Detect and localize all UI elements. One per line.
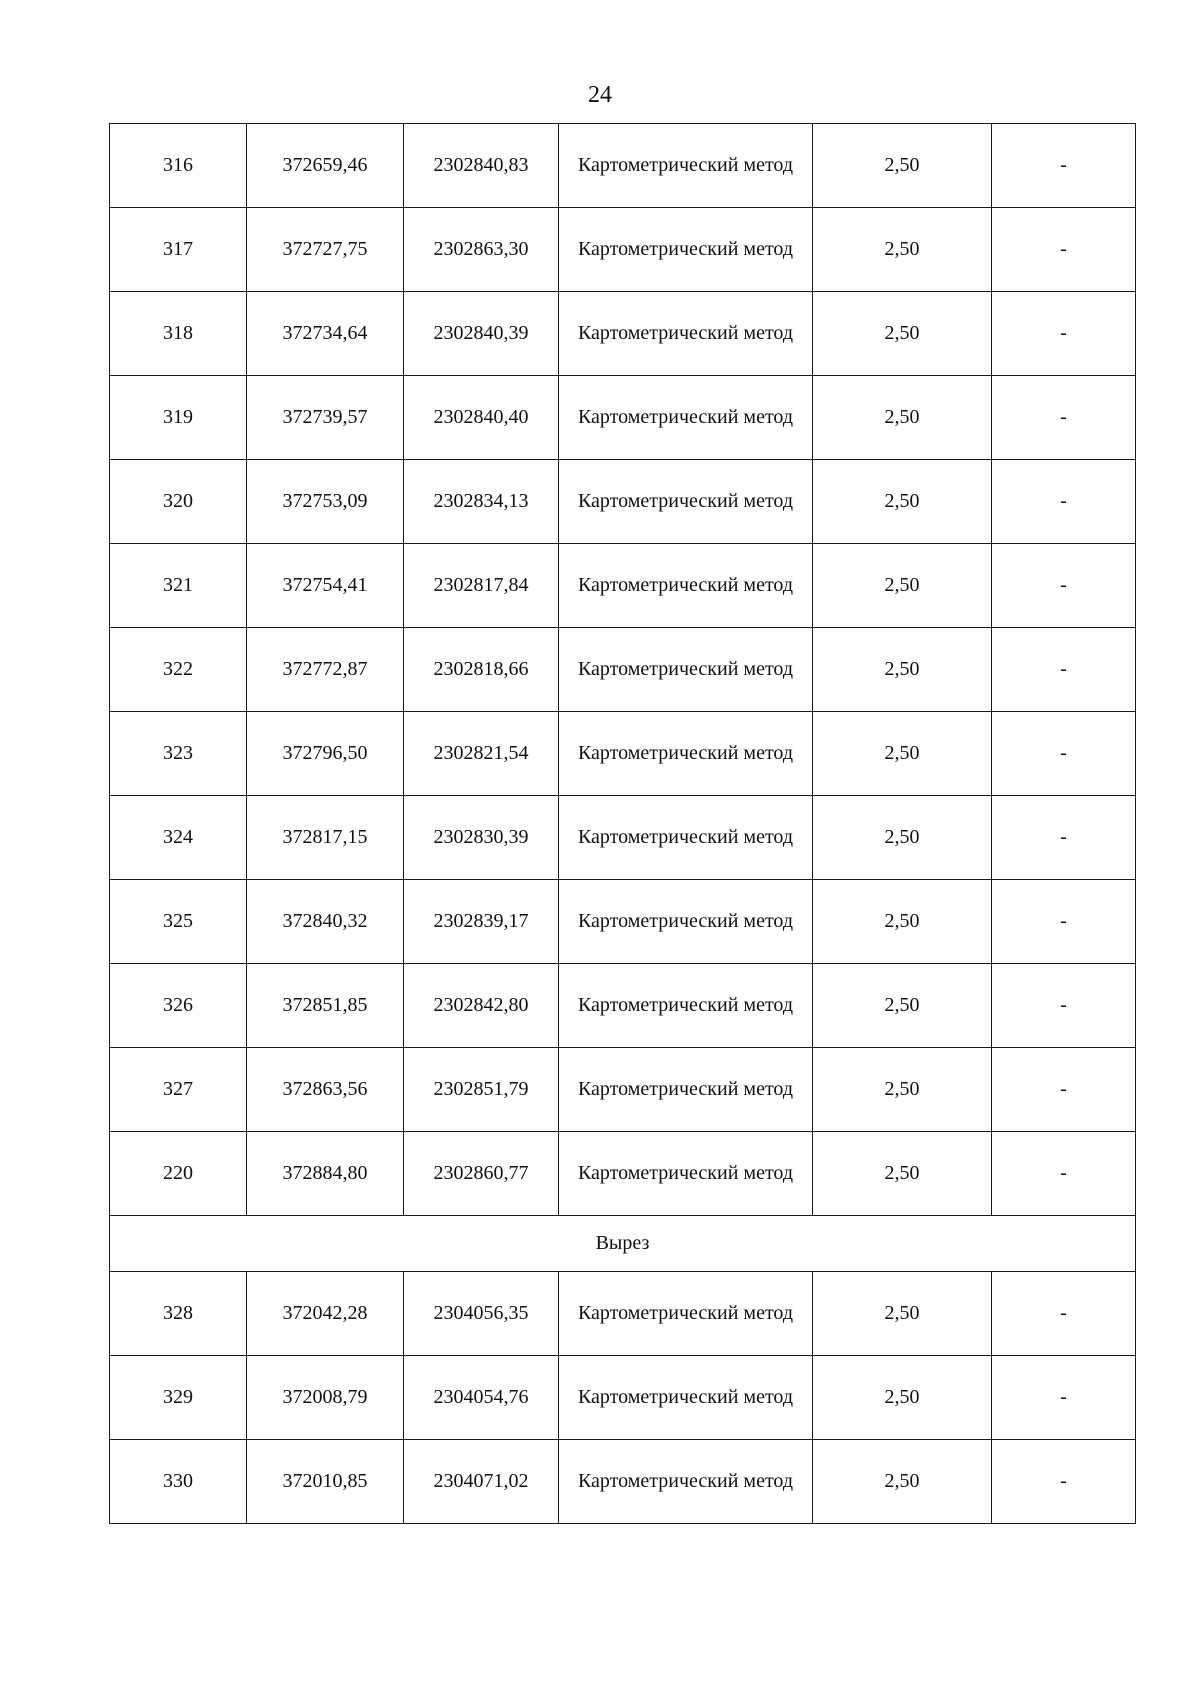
method-cell: Картометрический метод — [559, 460, 813, 544]
y-coordinate-cell: 2302840,39 — [404, 292, 559, 376]
method-cell: Картометрический метод — [559, 628, 813, 712]
y-coordinate-cell: 2304054,76 — [404, 1356, 559, 1440]
y-coordinate-cell: 2302817,84 — [404, 544, 559, 628]
point-number-cell: 326 — [110, 964, 247, 1048]
note-cell: - — [992, 208, 1136, 292]
accuracy-cell: 2,50 — [813, 460, 992, 544]
method-cell: Картометрический метод — [559, 880, 813, 964]
note-cell: - — [992, 544, 1136, 628]
section-title: Вырез — [110, 1216, 1136, 1272]
note-cell: - — [992, 712, 1136, 796]
table-row — [110, 292, 1136, 376]
coordinates-table — [109, 123, 1136, 1524]
accuracy-cell: 2,50 — [813, 124, 992, 208]
table-row — [110, 460, 1136, 544]
note-cell: - — [992, 1440, 1136, 1524]
table-row — [110, 1356, 1136, 1440]
note-cell: - — [992, 1132, 1136, 1216]
point-number-cell: 323 — [110, 712, 247, 796]
note-cell: - — [992, 1356, 1136, 1440]
table-row — [110, 1132, 1136, 1216]
point-number-cell: 320 — [110, 460, 247, 544]
note-cell: - — [992, 880, 1136, 964]
y-coordinate-cell: 2302821,54 — [404, 712, 559, 796]
table-body — [110, 124, 1136, 1524]
point-number-cell: 325 — [110, 880, 247, 964]
table-row — [110, 964, 1136, 1048]
point-number-cell: 330 — [110, 1440, 247, 1524]
page-number: 24 — [588, 82, 612, 108]
y-coordinate-cell: 2302851,79 — [404, 1048, 559, 1132]
table-row — [110, 628, 1136, 712]
table-row — [110, 1272, 1136, 1356]
y-coordinate-cell: 2302839,17 — [404, 880, 559, 964]
accuracy-cell: 2,50 — [813, 376, 992, 460]
method-cell: Картометрический метод — [559, 208, 813, 292]
accuracy-cell: 2,50 — [813, 1132, 992, 1216]
x-coordinate-cell: 372840,32 — [247, 880, 404, 964]
x-coordinate-cell: 372754,41 — [247, 544, 404, 628]
point-number-cell: 220 — [110, 1132, 247, 1216]
x-coordinate-cell: 372884,80 — [247, 1132, 404, 1216]
note-cell: - — [992, 124, 1136, 208]
point-number-cell: 328 — [110, 1272, 247, 1356]
method-cell: Картометрический метод — [559, 1048, 813, 1132]
accuracy-cell: 2,50 — [813, 880, 992, 964]
note-cell: - — [992, 292, 1136, 376]
y-coordinate-cell: 2302842,80 — [404, 964, 559, 1048]
method-cell: Картометрический метод — [559, 376, 813, 460]
point-number-cell: 321 — [110, 544, 247, 628]
y-coordinate-cell: 2302840,40 — [404, 376, 559, 460]
accuracy-cell: 2,50 — [813, 964, 992, 1048]
y-coordinate-cell: 2302830,39 — [404, 796, 559, 880]
note-cell: - — [992, 628, 1136, 712]
x-coordinate-cell: 372739,57 — [247, 376, 404, 460]
point-number-cell: 316 — [110, 124, 247, 208]
x-coordinate-cell: 372753,09 — [247, 460, 404, 544]
x-coordinate-cell: 372008,79 — [247, 1356, 404, 1440]
accuracy-cell: 2,50 — [813, 1356, 992, 1440]
x-coordinate-cell: 372817,15 — [247, 796, 404, 880]
point-number-cell: 329 — [110, 1356, 247, 1440]
accuracy-cell: 2,50 — [813, 208, 992, 292]
accuracy-cell: 2,50 — [813, 628, 992, 712]
table-row — [110, 208, 1136, 292]
accuracy-cell: 2,50 — [813, 712, 992, 796]
y-coordinate-cell: 2302863,30 — [404, 208, 559, 292]
section-row — [110, 1216, 1136, 1272]
x-coordinate-cell: 372010,85 — [247, 1440, 404, 1524]
table-row — [110, 1048, 1136, 1132]
method-cell: Картометрический метод — [559, 1440, 813, 1524]
x-coordinate-cell: 372772,87 — [247, 628, 404, 712]
table-row — [110, 376, 1136, 460]
x-coordinate-cell: 372727,75 — [247, 208, 404, 292]
point-number-cell: 317 — [110, 208, 247, 292]
x-coordinate-cell: 372042,28 — [247, 1272, 404, 1356]
y-coordinate-cell: 2304071,02 — [404, 1440, 559, 1524]
x-coordinate-cell: 372659,46 — [247, 124, 404, 208]
note-cell: - — [992, 796, 1136, 880]
accuracy-cell: 2,50 — [813, 292, 992, 376]
table-row — [110, 124, 1136, 208]
method-cell: Картометрический метод — [559, 712, 813, 796]
x-coordinate-cell: 372796,50 — [247, 712, 404, 796]
point-number-cell: 324 — [110, 796, 247, 880]
point-number-cell: 327 — [110, 1048, 247, 1132]
note-cell: - — [992, 1048, 1136, 1132]
note-cell: - — [992, 460, 1136, 544]
y-coordinate-cell: 2302834,13 — [404, 460, 559, 544]
y-coordinate-cell: 2302860,77 — [404, 1132, 559, 1216]
accuracy-cell: 2,50 — [813, 1048, 992, 1132]
accuracy-cell: 2,50 — [813, 1272, 992, 1356]
x-coordinate-cell: 372863,56 — [247, 1048, 404, 1132]
accuracy-cell: 2,50 — [813, 544, 992, 628]
table-row — [110, 1440, 1136, 1524]
y-coordinate-cell: 2302840,83 — [404, 124, 559, 208]
note-cell: - — [992, 964, 1136, 1048]
method-cell: Картометрический метод — [559, 796, 813, 880]
x-coordinate-cell: 372734,64 — [247, 292, 404, 376]
note-cell: - — [992, 376, 1136, 460]
method-cell: Картометрический метод — [559, 1132, 813, 1216]
y-coordinate-cell: 2302818,66 — [404, 628, 559, 712]
y-coordinate-cell: 2304056,35 — [404, 1272, 559, 1356]
point-number-cell: 322 — [110, 628, 247, 712]
x-coordinate-cell: 372851,85 — [247, 964, 404, 1048]
table-row — [110, 880, 1136, 964]
method-cell: Картометрический метод — [559, 1272, 813, 1356]
method-cell: Картометрический метод — [559, 544, 813, 628]
accuracy-cell: 2,50 — [813, 1440, 992, 1524]
table-row — [110, 544, 1136, 628]
point-number-cell: 319 — [110, 376, 247, 460]
table-row — [110, 796, 1136, 880]
method-cell: Картометрический метод — [559, 1356, 813, 1440]
method-cell: Картометрический метод — [559, 292, 813, 376]
accuracy-cell: 2,50 — [813, 796, 992, 880]
point-number-cell: 318 — [110, 292, 247, 376]
method-cell: Картометрический метод — [559, 124, 813, 208]
note-cell: - — [992, 1272, 1136, 1356]
method-cell: Картометрический метод — [559, 964, 813, 1048]
table-row — [110, 712, 1136, 796]
